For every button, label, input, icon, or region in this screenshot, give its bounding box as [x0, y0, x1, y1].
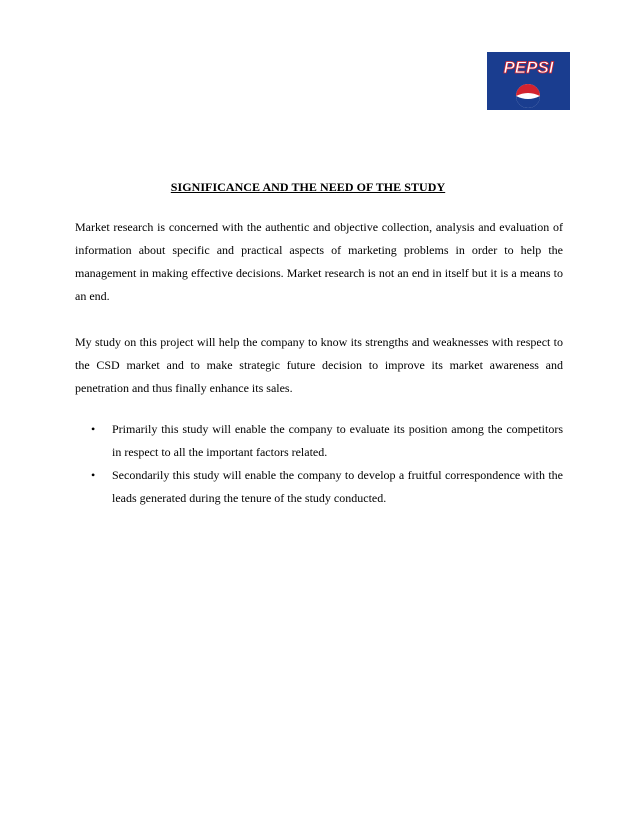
bullet-list [75, 418, 563, 510]
list-item-text: Primarily this study will enable the company to evaluate its position among the competitors in respect to all the important factors related. [112, 422, 563, 459]
pepsi-logo-text: PEPSI [503, 58, 554, 77]
bullet-icon: • [91, 468, 96, 482]
bullet-icon: • [91, 422, 96, 436]
list-item-text: Secondarily this study will enable the company to develop a fruitful correspondence with the leads generated during the tenure of the study conducted. [112, 468, 563, 505]
paragraph-study-purpose: My study on this project will help the company to know its strengths and weaknesses with respect to the CSD market and to make strategic future decision to improve its market awareness and penetration and thus finally enhance its sales. [75, 335, 563, 395]
paragraph-market-research: Market research is concerned with the authentic and objective collection, analysis and evaluation of information about specific and practical aspects of marketing problems in order to help the management in making effective decisions. Market research is not an end in itself but it is a means to an end. [75, 220, 563, 303]
page-title [0, 180, 638, 195]
pepsi-logo-graphic [487, 52, 570, 110]
page-title-text: SIGNIFICANCE AND THE NEED OF THE STUDY [170, 180, 446, 194]
pepsi-logo [487, 52, 570, 110]
list-item [75, 464, 563, 510]
list-item [75, 418, 563, 464]
